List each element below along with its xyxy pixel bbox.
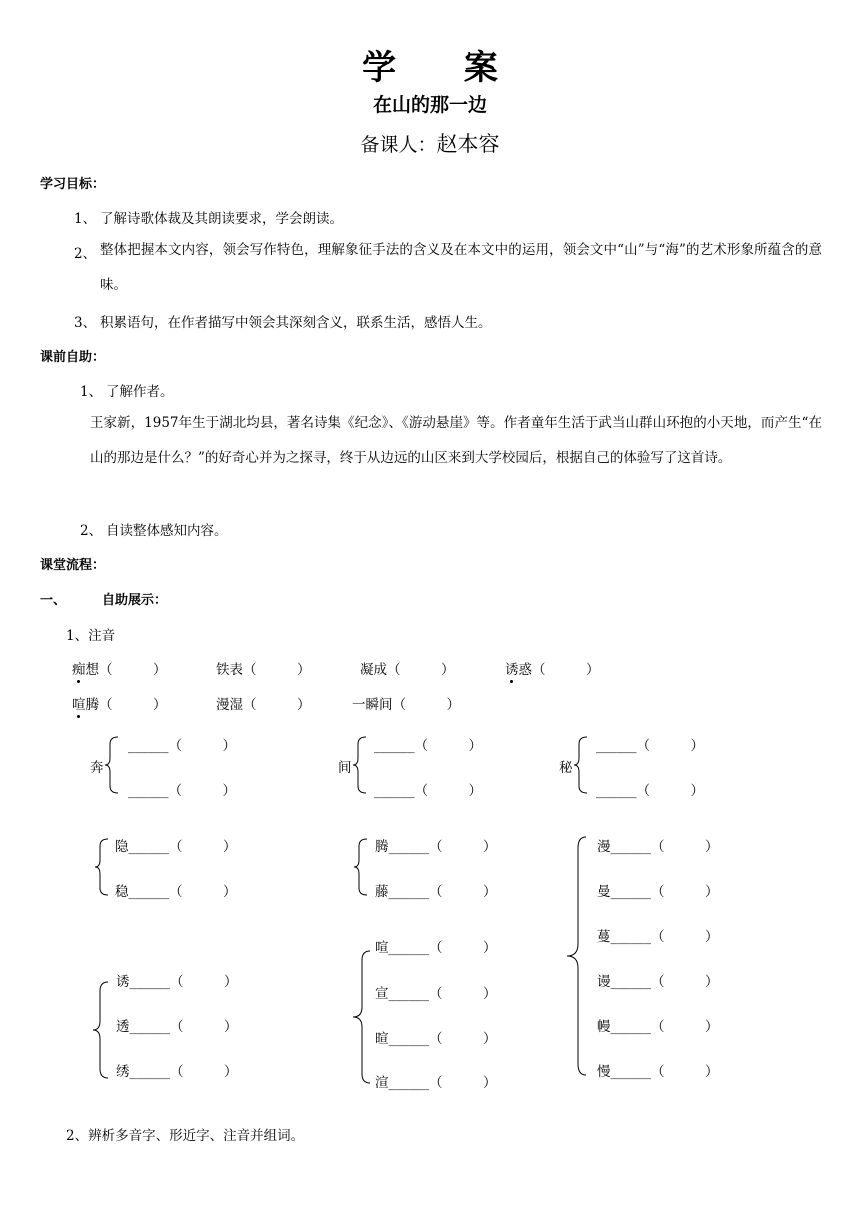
pinyin-item: 喧腾（ ）: [72, 693, 167, 713]
brace-icon: [573, 736, 589, 794]
similar-char-line: 腾______（ ）: [375, 839, 497, 855]
author-bio: 王家新，1957年生于湖北均县，著名诗集《纪念》、《游动悬崖》等。作者童年生活于武当山群山环抱的小天地，而产生“在山的那边是什么？”的好奇心并为之探寻，终于从边远的山区来到大学校园后，根据自己的体验写了这首诗。: [90, 415, 822, 466]
q1-label: 1、注音: [66, 628, 116, 644]
similar-char-line: 谩______（ ）: [597, 974, 719, 990]
polyphone-char: 间: [338, 760, 352, 776]
answer-paren: （ ）: [243, 697, 311, 713]
answer-line: ______（ ）: [374, 738, 482, 754]
answer-line: ______（ ）: [128, 738, 236, 754]
objectives-heading: 学习目标：: [40, 177, 106, 192]
q2-label: 2、辨析多音字、形近字、注音并组词。: [66, 1128, 305, 1144]
pinyin-item: 漫湿（ ）: [216, 697, 311, 713]
preview-item2-num: 2、: [80, 523, 103, 539]
brace-icon: [352, 950, 372, 1084]
objective-1-text: 了解诗歌体裁及其朗读要求，学会朗读。: [100, 211, 343, 227]
page-title: 学 案: [362, 48, 526, 88]
similar-char-line: 诱______（ ）: [116, 974, 238, 990]
similar-char-line: 漫______（ ）: [597, 839, 719, 855]
answer-paren: （ ）: [392, 697, 460, 713]
similar-char-line: 曼______（ ）: [597, 884, 719, 900]
pinyin-item: 诱惑（ ）: [505, 658, 600, 678]
objective-2-text: 整体把握本文内容，领会写作特色，理解象征手法的含义及在本文中的运用，领会文中“山”与“海”的艺术形象所蕴含的意味。: [100, 242, 822, 293]
objective-3-num: 3、: [74, 315, 97, 331]
author-line: [0, 128, 860, 158]
similar-char-line: 暄______（ ）: [375, 1031, 497, 1047]
part1-num: 一、: [40, 593, 67, 608]
objective-1-num: 1、: [74, 211, 97, 227]
brace-icon: [104, 736, 120, 794]
similar-char-line: 稳______（ ）: [115, 884, 237, 900]
preview-item2-label: 自读整体感知内容。: [106, 523, 228, 539]
answer-line: ______（ ）: [128, 783, 236, 799]
dotted-char: 痴: [72, 658, 86, 678]
polyphone-char: 奔: [90, 760, 104, 776]
author-name: 赵本容: [436, 132, 500, 156]
similar-char-line: 绣______（ ）: [116, 1064, 238, 1080]
brace-icon: [566, 836, 588, 1076]
similar-char-line: 喧______（ ）: [375, 940, 497, 956]
similar-char-line: 宣______（ ）: [375, 986, 497, 1002]
answer-paren: （ ）: [532, 662, 600, 678]
objective-2-num: 2、: [74, 246, 97, 262]
similar-char-line: 渲______（ ）: [375, 1075, 497, 1091]
similar-char-line: 藤______（ ）: [375, 884, 497, 900]
preview-item1-num: 1、: [80, 384, 103, 400]
process-heading: 课堂流程：: [40, 558, 106, 573]
answer-line: ______（ ）: [596, 783, 704, 799]
lesson-title: 在山的那一边: [372, 94, 487, 116]
brace-icon: [352, 736, 368, 794]
pinyin-item: 痴想（ ）: [72, 658, 167, 678]
brace-icon: [94, 838, 110, 896]
brace-icon: [92, 981, 110, 1079]
similar-char-line: 蔓______（ ）: [597, 929, 719, 945]
polyphone-char: 秘: [559, 760, 573, 776]
answer-paren: （ ）: [99, 697, 167, 713]
part1-label: 自助展示：: [102, 593, 168, 608]
answer-paren: （ ）: [243, 662, 311, 678]
answer-line: ______（ ）: [596, 738, 704, 754]
similar-char-line: 隐______（ ）: [115, 839, 237, 855]
objective-3-text: 积累语句，在作者描写中领会其深刻含义，联系生活，感悟人生。: [100, 315, 492, 331]
dotted-char: 喧: [72, 693, 86, 713]
brace-icon: [353, 838, 369, 896]
dotted-char: 诱: [505, 658, 519, 678]
preview-heading: 课前自助：: [40, 350, 106, 365]
answer-line: ______（ ）: [374, 783, 482, 799]
pinyin-item: 凝成（ ）: [360, 662, 455, 678]
answer-paren: （ ）: [99, 662, 167, 678]
pinyin-item: 一瞬间（ ）: [352, 697, 460, 713]
author-label: 备课人：: [360, 134, 437, 156]
answer-paren: （ ）: [387, 662, 455, 678]
similar-char-line: 慢______（ ）: [597, 1064, 719, 1080]
similar-char-line: 透______（ ）: [116, 1019, 238, 1035]
similar-char-line: 幔______（ ）: [597, 1019, 719, 1035]
pinyin-item: 铁表（ ）: [216, 662, 311, 678]
preview-item1-label: 了解作者。: [106, 384, 174, 400]
